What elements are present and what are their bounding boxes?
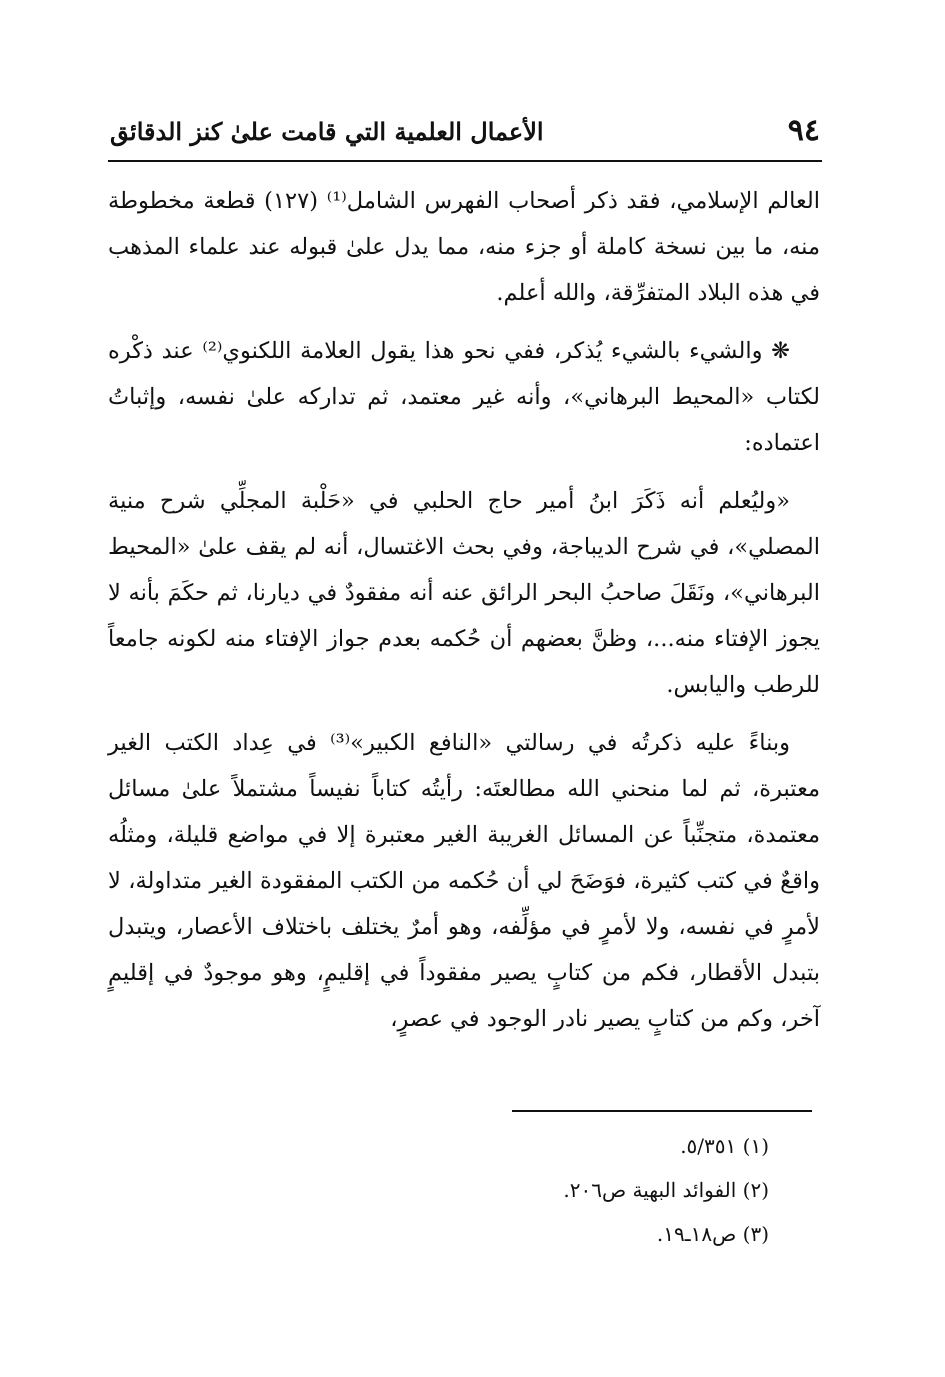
footnote-1: (١) ٥/٣٥١. xyxy=(680,1134,769,1158)
paragraph-2: ❋ والشيء بالشيء يُذكر، ففي نحو هذا يقول العلامة اللكنوي⁽²⁾ عند ذكْره لكتاب «المحيط البرهاني»، وأنه غير معتمد، ثم تداركه علىٰ نفسه، وإثباتُ اعتماده: xyxy=(108,338,820,456)
footnote-divider xyxy=(512,1110,812,1112)
running-title: الأعمال العلمية التي قامت علىٰ كنز الدقائق xyxy=(110,117,544,146)
page-number: ٩٤ xyxy=(787,113,820,148)
main-text xyxy=(108,178,820,1054)
footnote-2: (٢) الفوائد البهية ص٢٠٦. xyxy=(563,1178,769,1202)
running-header xyxy=(110,112,820,152)
footnotes xyxy=(369,1124,769,1256)
paragraph-3-quote: «وليُعلم أنه ذَكَرَ ابنُ أمير حاج الحلبي في «حَلْبة المجلِّي شرح منية المصلي»، في شرح الديباجة، وفي بحث الاغتسال، أنه لم يقف علىٰ «المحيط البرهاني»، ونَقَلَ صاحبُ البحر الرائق عنه أنه مفقودٌ في ديارنا، ثم حكَمَ بأنه لا يجوز الإفتاء منه...، وظنَّ بعضهم أن حُكمه بعدم جواز الإفتاء منه لكونه جامعاً للرطب واليابس. xyxy=(108,488,820,698)
footnote-3: (٣) ص١٨ـ١٩. xyxy=(656,1222,769,1246)
header-divider xyxy=(108,160,822,162)
paragraph-1: العالم الإسلامي، فقد ذكر أصحاب الفهرس الشامل⁽¹⁾ (١٢٧) قطعة مخطوطة منه، ما بين نسخة كاملة أو جزء منه، مما يدل علىٰ قبوله عند علماء المذهب في هذه البلاد المتفرِّقة، والله أعلم. xyxy=(108,188,820,306)
paragraph-4-quote: وبناءً عليه ذكرتُه في رسالتي «النافع الكبير»⁽³⁾ في عِداد الكتب الغير معتبرة، ثم لما منحني الله مطالعتَه: رأيتُه كتاباً نفيساً مشتملاً علىٰ مسائل معتمدة، متجنِّباً عن المسائل الغريبة الغير معتبرة إلا في مواضع قليلة، ومثلُه واقعٌ في كتب كثيرة، فوَضَحَ لي أن حُكمه من الكتب المفقودة الغير متداولة، لا لأمرٍ في نفسه، ولا لأمرٍ في مؤلِّفه، وهو أمرٌ يختلف باختلاف الأعصار، ويتبدل بتبدل الأقطار، فكم من كتابٍ يصير مفقوداً في إقليمٍ، وهو موجودٌ في إقليمٍ آخر، وكم من كتابٍ يصير نادر الوجود في عصرٍ، xyxy=(108,730,820,1032)
